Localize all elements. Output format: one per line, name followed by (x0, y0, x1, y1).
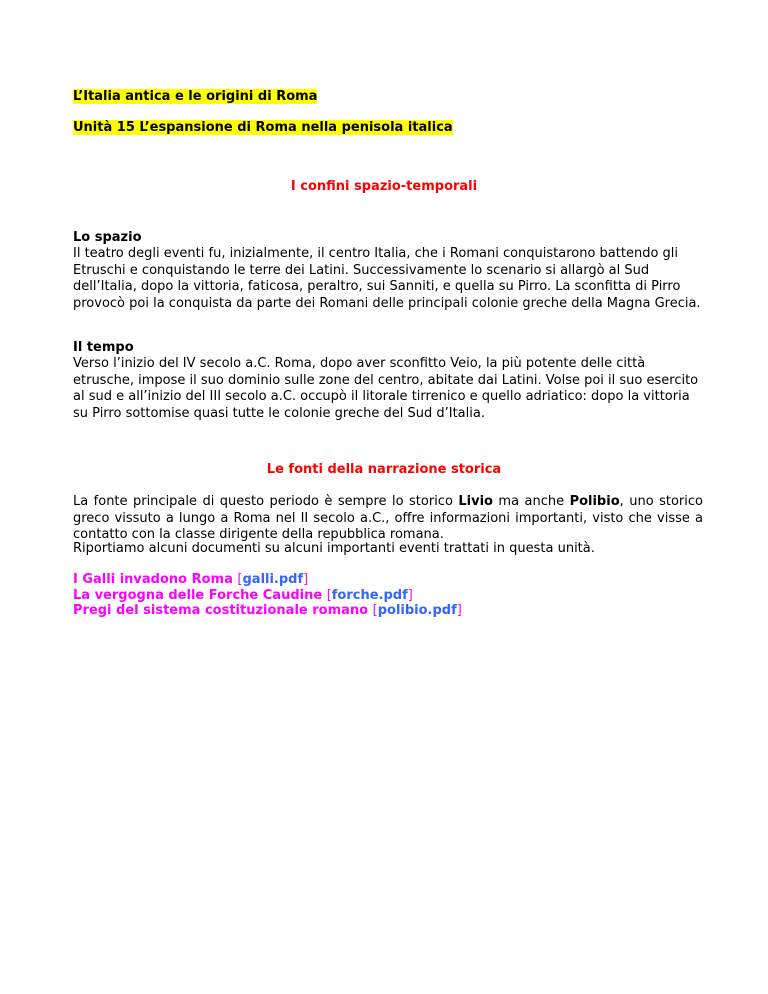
name-polibio: Polibio (569, 494, 620, 509)
document-item-galli: I Galli invadono Roma [galli.pdf] (73, 572, 309, 587)
paragraph-fonti: La fonte principale di questo periodo è sempre lo storico Livio ma anche Polibio, uno storico greco vissuto a lungo a Roma nel II secolo a.C., offre informazioni importanti, visto che visse a contatto con la classe dirigente della repubblica romana. (73, 494, 703, 542)
section-title-confini: I confini spazio-temporali (290, 179, 478, 194)
document-list (73, 572, 462, 619)
section-title-fonti: Le fonti della narrazione storica (266, 462, 502, 477)
heading-spazio: Lo spazio (73, 230, 142, 245)
document-item-forche: La vergogna delle Forche Caudine [forche.pdf] (73, 587, 413, 603)
course-title: L’Italia antica e le origini di Roma (73, 89, 318, 104)
name-livio: Livio (458, 494, 493, 509)
heading-tempo: Il tempo (73, 340, 134, 355)
unit-title: Unità 15 L’espansione di Roma nella penisola italica (73, 120, 453, 135)
link-polibio-pdf[interactable]: polibio.pdf (377, 603, 457, 618)
paragraph-spazio: Il teatro degli eventi fu, inizialmente, il centro Italia, che i Romani conquistarono battendo gli Etruschi e conquistando le terre dei Latini. Successivamente lo scenario si allargò al Sud dell’Italia, dopo la vittoria, faticosa, peraltro, sui Sanniti, e quella su Pirro. La sconfitta di Pirro provocò poi la conquista da parte dei Romani delle principali colonie greche della Magna Grecia. (73, 246, 701, 311)
document-item-polibio: Pregi del sistema costituzionale romano [polibio.pdf] (73, 603, 462, 618)
link-forche-pdf[interactable]: forche.pdf (331, 587, 408, 603)
paragraph-tempo: Verso l’inizio del IV secolo a.C. Roma, dopo aver sconfitto Veio, la più potente delle città etrusche, impose il suo dominio sulle zone del centro, abitate dai Latini. Volse poi il suo esercito al sud e all’inizio del III secolo a.C. occupò il litorale tirrenico e quello adriatico: dopo la vittoria su Pirro sottomise quasi tutte le colonie greche del Sud d’Italia. (73, 356, 699, 421)
link-galli-pdf[interactable]: galli.pdf (242, 572, 304, 587)
paragraph-documenti-intro: Riportiamo alcuni documenti su alcuni importanti eventi trattati in questa unità. (73, 541, 595, 556)
